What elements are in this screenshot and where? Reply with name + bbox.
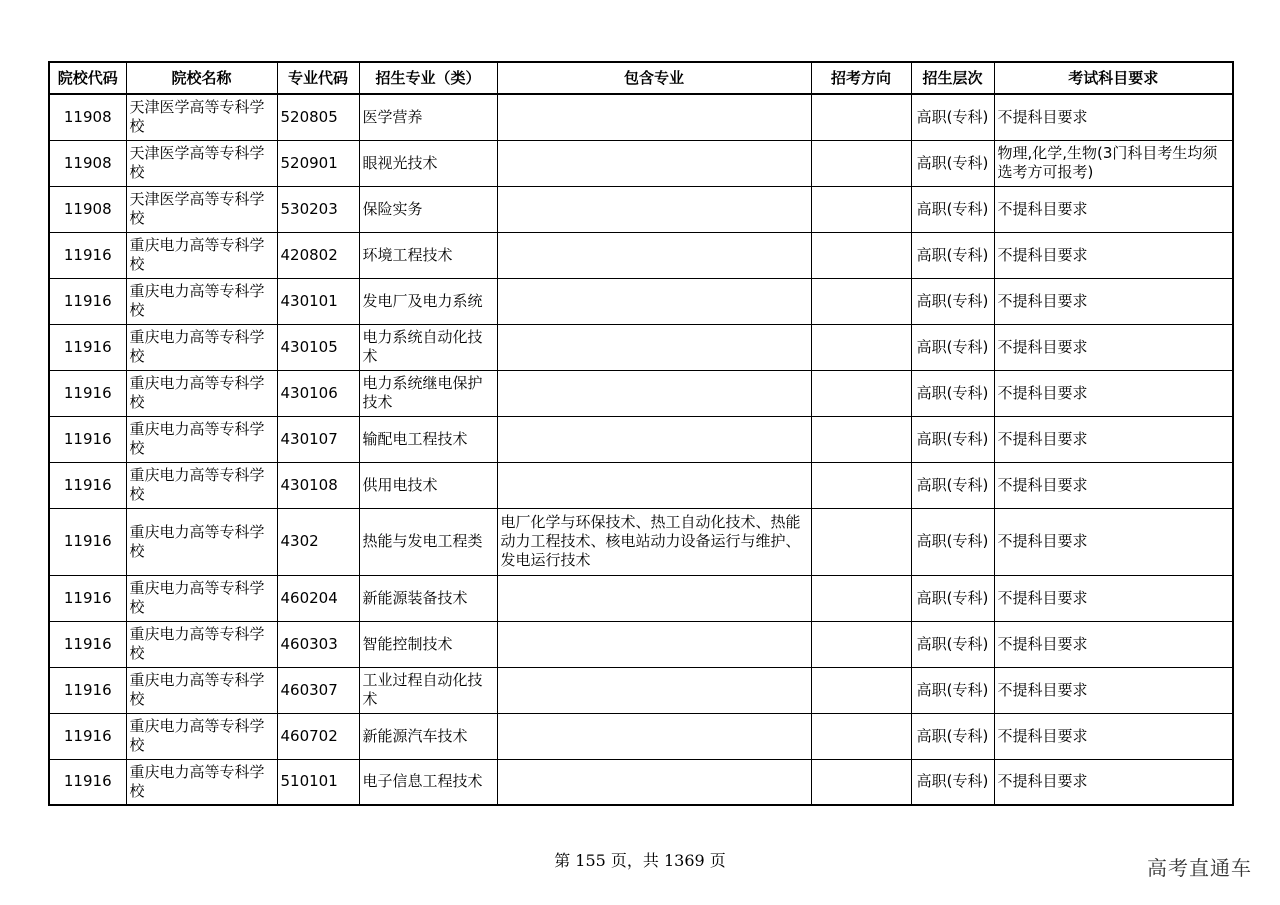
- cell-level: 高职(专科): [911, 462, 994, 508]
- cell-included-majors: [497, 621, 811, 667]
- cell-major-code: 460307: [277, 667, 359, 713]
- admissions-table: [48, 61, 1234, 806]
- cell-school-code: 11908: [49, 140, 126, 186]
- header-school-name: 院校名称: [126, 62, 277, 94]
- header-major: 招生专业（类）: [359, 62, 497, 94]
- table-row: [49, 508, 1233, 575]
- table-row: [49, 621, 1233, 667]
- cell-major-code: 510101: [277, 759, 359, 805]
- cell-school-name: 重庆电力高等专科学校: [126, 416, 277, 462]
- cell-requirement: 不提科目要求: [994, 667, 1233, 713]
- cell-major: 眼视光技术: [359, 140, 497, 186]
- cell-included-majors: [497, 324, 811, 370]
- cell-school-code: 11908: [49, 94, 126, 140]
- table-row: [49, 94, 1233, 140]
- cell-included-majors: [497, 713, 811, 759]
- cell-direction: [811, 759, 911, 805]
- cell-major-code: 530203: [277, 186, 359, 232]
- cell-school-name: 重庆电力高等专科学校: [126, 324, 277, 370]
- cell-direction: [811, 370, 911, 416]
- cell-major: 发电厂及电力系统: [359, 278, 497, 324]
- table-row: [49, 186, 1233, 232]
- cell-major: 医学营养: [359, 94, 497, 140]
- cell-direction: [811, 621, 911, 667]
- cell-direction: [811, 713, 911, 759]
- cell-direction: [811, 232, 911, 278]
- cell-school-code: 11916: [49, 575, 126, 621]
- table-header-row: [49, 62, 1233, 94]
- cell-school-code: 11916: [49, 416, 126, 462]
- cell-requirement: 不提科目要求: [994, 508, 1233, 575]
- page-number: 第 155 页，共 1369 页: [554, 851, 726, 870]
- cell-school-name: 重庆电力高等专科学校: [126, 462, 277, 508]
- header-major-code: 专业代码: [277, 62, 359, 94]
- cell-requirement: 不提科目要求: [994, 370, 1233, 416]
- cell-major: 工业过程自动化技术: [359, 667, 497, 713]
- cell-level: 高职(专科): [911, 416, 994, 462]
- cell-school-name: 重庆电力高等专科学校: [126, 370, 277, 416]
- cell-major: 电子信息工程技术: [359, 759, 497, 805]
- cell-direction: [811, 575, 911, 621]
- cell-major-code: 430106: [277, 370, 359, 416]
- cell-school-name: 重庆电力高等专科学校: [126, 575, 277, 621]
- cell-school-code: 11916: [49, 232, 126, 278]
- cell-school-code: 11916: [49, 508, 126, 575]
- cell-included-majors: [497, 278, 811, 324]
- cell-school-name: 重庆电力高等专科学校: [126, 621, 277, 667]
- cell-included-majors: [497, 186, 811, 232]
- cell-direction: [811, 462, 911, 508]
- table-row: [49, 713, 1233, 759]
- cell-direction: [811, 508, 911, 575]
- cell-major-code: 460702: [277, 713, 359, 759]
- cell-requirement: 不提科目要求: [994, 575, 1233, 621]
- cell-school-code: 11916: [49, 370, 126, 416]
- cell-major: 电力系统自动化技术: [359, 324, 497, 370]
- cell-included-majors: [497, 575, 811, 621]
- cell-level: 高职(专科): [911, 278, 994, 324]
- cell-major-code: 520805: [277, 94, 359, 140]
- cell-requirement: 物理,化学,生物(3门科目考生均须选考方可报考): [994, 140, 1233, 186]
- cell-included-majors: [497, 140, 811, 186]
- cell-requirement: 不提科目要求: [994, 759, 1233, 805]
- cell-level: 高职(专科): [911, 324, 994, 370]
- watermark-text: 高考直通车: [1147, 856, 1252, 880]
- cell-included-majors: [497, 94, 811, 140]
- cell-school-name: 重庆电力高等专科学校: [126, 713, 277, 759]
- header-direction: 招考方向: [811, 62, 911, 94]
- cell-major-code: 460204: [277, 575, 359, 621]
- cell-level: 高职(专科): [911, 140, 994, 186]
- cell-level: 高职(专科): [911, 759, 994, 805]
- cell-level: 高职(专科): [911, 508, 994, 575]
- table-row: [49, 140, 1233, 186]
- cell-major: 新能源装备技术: [359, 575, 497, 621]
- cell-school-code: 11908: [49, 186, 126, 232]
- cell-included-majors: [497, 667, 811, 713]
- cell-school-name: 重庆电力高等专科学校: [126, 232, 277, 278]
- header-requirement: 考试科目要求: [994, 62, 1233, 94]
- header-school-code: 院校代码: [49, 62, 126, 94]
- cell-direction: [811, 94, 911, 140]
- cell-major: 智能控制技术: [359, 621, 497, 667]
- cell-included-majors: [497, 232, 811, 278]
- cell-direction: [811, 278, 911, 324]
- cell-major-code: 520901: [277, 140, 359, 186]
- table-row: [49, 667, 1233, 713]
- cell-major: 新能源汽车技术: [359, 713, 497, 759]
- cell-school-name: 天津医学高等专科学校: [126, 186, 277, 232]
- cell-school-name: 天津医学高等专科学校: [126, 140, 277, 186]
- cell-included-majors: [497, 416, 811, 462]
- cell-major-code: 430105: [277, 324, 359, 370]
- cell-level: 高职(专科): [911, 621, 994, 667]
- cell-direction: [811, 324, 911, 370]
- table-row: [49, 278, 1233, 324]
- cell-school-name: 天津医学高等专科学校: [126, 94, 277, 140]
- cell-school-code: 11916: [49, 324, 126, 370]
- cell-requirement: 不提科目要求: [994, 713, 1233, 759]
- cell-direction: [811, 186, 911, 232]
- table-row: [49, 370, 1233, 416]
- cell-school-name: 重庆电力高等专科学校: [126, 667, 277, 713]
- cell-direction: [811, 667, 911, 713]
- table-row: [49, 324, 1233, 370]
- cell-school-code: 11916: [49, 621, 126, 667]
- cell-requirement: 不提科目要求: [994, 232, 1233, 278]
- cell-major: 电力系统继电保护技术: [359, 370, 497, 416]
- cell-major-code: 4302: [277, 508, 359, 575]
- cell-level: 高职(专科): [911, 186, 994, 232]
- cell-school-name: 重庆电力高等专科学校: [126, 508, 277, 575]
- cell-requirement: 不提科目要求: [994, 462, 1233, 508]
- cell-school-code: 11916: [49, 462, 126, 508]
- cell-included-majors: 电厂化学与环保技术、热工自动化技术、热能动力工程技术、核电站动力设备运行与维护、发电运行技术: [497, 508, 811, 575]
- cell-requirement: 不提科目要求: [994, 416, 1233, 462]
- cell-major: 环境工程技术: [359, 232, 497, 278]
- cell-major-code: 430101: [277, 278, 359, 324]
- cell-level: 高职(专科): [911, 94, 994, 140]
- cell-school-code: 11916: [49, 667, 126, 713]
- cell-level: 高职(专科): [911, 713, 994, 759]
- cell-requirement: 不提科目要求: [994, 278, 1233, 324]
- header-included-majors: 包含专业: [497, 62, 811, 94]
- cell-requirement: 不提科目要求: [994, 324, 1233, 370]
- cell-requirement: 不提科目要求: [994, 94, 1233, 140]
- table-row: [49, 232, 1233, 278]
- table-row: [49, 575, 1233, 621]
- cell-level: 高职(专科): [911, 232, 994, 278]
- cell-level: 高职(专科): [911, 575, 994, 621]
- cell-school-name: 重庆电力高等专科学校: [126, 278, 277, 324]
- cell-major: 输配电工程技术: [359, 416, 497, 462]
- cell-included-majors: [497, 462, 811, 508]
- header-level: 招生层次: [911, 62, 994, 94]
- cell-included-majors: [497, 370, 811, 416]
- cell-major-code: 430108: [277, 462, 359, 508]
- cell-major-code: 420802: [277, 232, 359, 278]
- cell-requirement: 不提科目要求: [994, 186, 1233, 232]
- table-row: [49, 759, 1233, 805]
- cell-direction: [811, 416, 911, 462]
- cell-level: 高职(专科): [911, 370, 994, 416]
- cell-major: 保险实务: [359, 186, 497, 232]
- table-row: [49, 462, 1233, 508]
- cell-school-name: 重庆电力高等专科学校: [126, 759, 277, 805]
- cell-requirement: 不提科目要求: [994, 621, 1233, 667]
- cell-included-majors: [497, 759, 811, 805]
- cell-level: 高职(专科): [911, 667, 994, 713]
- cell-major: 供用电技术: [359, 462, 497, 508]
- cell-school-code: 11916: [49, 278, 126, 324]
- cell-school-code: 11916: [49, 759, 126, 805]
- table-row: [49, 416, 1233, 462]
- cell-major-code: 430107: [277, 416, 359, 462]
- cell-direction: [811, 140, 911, 186]
- cell-school-code: 11916: [49, 713, 126, 759]
- cell-major-code: 460303: [277, 621, 359, 667]
- cell-major: 热能与发电工程类: [359, 508, 497, 575]
